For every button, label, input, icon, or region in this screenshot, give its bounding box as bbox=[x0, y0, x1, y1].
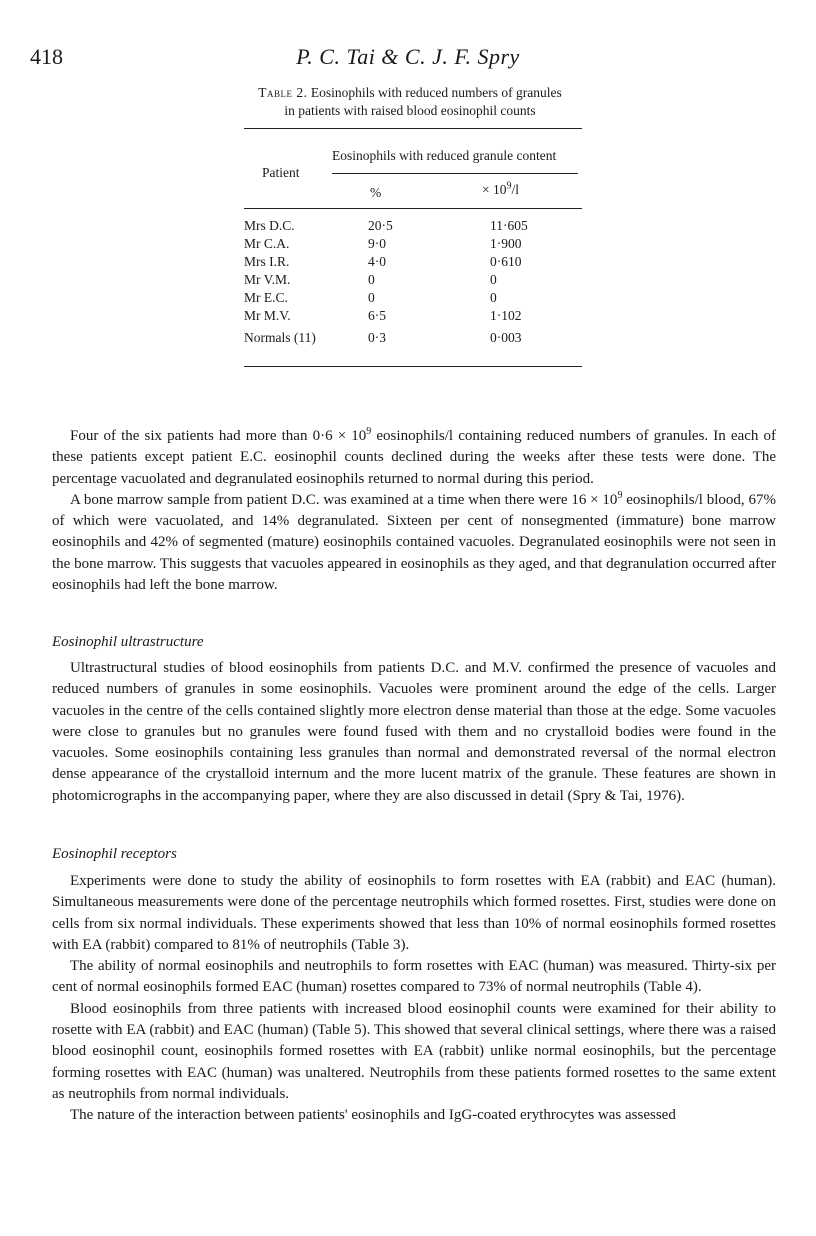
cell-absolute: 0·003 bbox=[490, 330, 522, 345]
paragraph: Blood eosinophils from three patients with increased blood eosinophil counts were examined for their ability to rosette with EA (rabbit) and EAC (human) (Table 5). This showed that several clinical settings, where there was a raised blood eosinophil count, eosinophils formed rosettes with EA (rabbit) unlike normal eosinophils, but the percentage forming rosettes with EAC (human) was unaltered. Neutrophils from these patients formed rosettes to the same extent as neutrophils from normal individuals. bbox=[52, 1000, 776, 1102]
cell-absolute: 1·102 bbox=[490, 308, 522, 323]
col-header-absolute bbox=[482, 182, 519, 198]
table-caption-label: Table 2. bbox=[258, 85, 308, 100]
cell-absolute: 1·900 bbox=[490, 236, 522, 251]
paragraph-text: eosinophils/l containing reduced numbers of granules. In each of these patients except patient E.C. eosinophil counts declined during the weeks after these tests were done. The percentage vacuolated and degranulated eosinophils returned to normal during this period. bbox=[52, 428, 776, 487]
section-heading-ultrastructure: Eosinophil ultrastructure bbox=[52, 634, 204, 650]
paragraph: Experiments were done to study the ability of eosinophils to form rosettes with EA (rabbit) and EAC (human). Simultaneous measurements were done of the percentage neutrophils which formed rosettes. First, studies were done on cells from six normal individuals. These experiments showed that less than 10% of normal eosinophils formed rosettes with EA (rabbit) compared to 81% of neutrophils (Table 3). bbox=[52, 873, 776, 953]
paragraph-exponent: 9 bbox=[617, 489, 623, 501]
col-header-absolute-unit: /l bbox=[511, 182, 520, 197]
col-header-patient: Patient bbox=[262, 165, 300, 180]
table-row bbox=[244, 272, 582, 290]
cell-patient: Mr C.A. bbox=[244, 236, 290, 251]
cell-percent: 0·3 bbox=[368, 330, 386, 345]
paragraph bbox=[52, 426, 776, 490]
col-header-group: Eosinophils with reduced granule content bbox=[332, 148, 557, 163]
table-caption-line1: Eosinophils with reduced numbers of granules bbox=[310, 85, 562, 100]
col-header-percent: % bbox=[370, 185, 382, 200]
table-caption-line2: in patients with raised blood eosinophil counts bbox=[284, 103, 536, 118]
cell-absolute: 0 bbox=[490, 272, 497, 287]
cell-patient: Mr M.V. bbox=[244, 308, 291, 323]
section-heading-receptors: Eosinophil receptors bbox=[52, 846, 177, 862]
col-header-absolute-exp: 9 bbox=[506, 180, 512, 192]
table-row bbox=[244, 308, 582, 326]
cell-patient: Mrs I.R. bbox=[244, 254, 290, 269]
paragraph: Ultrastructural studies of blood eosinophils from patients D.C. and M.V. confirmed the presence of vacuoles and reduced numbers of granules in some eosinophils. Vacuoles were prominent around the edge of the cells. Larger vacuoles in the centre of the cells contained slightly more electron dense material than those at the edge. Some vacuoles were close to granules but no granules were found fused with them and no crystalloid bodies were found in the vacuoles. Some eosinophils containing less granules than normal and demonstrated reversal of the normal electron dense appearance of the crystalloid internum and the more lucent matrix of the granule. These features are shown in photomicrographs in the accompanying paper, where they are also discussed in detail (Spry & Tai, 1976). bbox=[52, 660, 776, 804]
table-row bbox=[244, 254, 582, 272]
col-header-absolute-base: × 10 bbox=[482, 182, 507, 197]
cell-absolute: 0 bbox=[490, 290, 497, 305]
paragraph: The ability of normal eosinophils and neutrophils to form rosettes with EAC (human) was measured. Thirty-six per cent of normal eosinophils formed EAC (human) rosettes compared to 73% of normal neutrophils (Table 4). bbox=[52, 958, 776, 996]
cell-patient: Mr V.M. bbox=[244, 272, 291, 287]
page-number: 418 bbox=[30, 44, 63, 69]
paragraph bbox=[52, 490, 776, 596]
running-head: P. C. Tai & C. J. F. Spry bbox=[296, 44, 520, 69]
cell-patient: Mr E.C. bbox=[244, 290, 288, 305]
cell-patient: Mrs D.C. bbox=[244, 218, 295, 233]
cell-percent: 9·0 bbox=[368, 236, 386, 251]
cell-percent: 6·5 bbox=[368, 308, 386, 323]
receptors-paragraphs bbox=[52, 871, 776, 1127]
cell-percent: 4·0 bbox=[368, 254, 386, 269]
table-row bbox=[244, 236, 582, 254]
paragraph-exponent: 9 bbox=[366, 426, 372, 437]
table-caption bbox=[200, 84, 620, 120]
table-row bbox=[244, 290, 582, 308]
cell-absolute: 11·605 bbox=[490, 218, 528, 233]
table-row bbox=[244, 330, 582, 348]
col-group-rule bbox=[332, 173, 578, 174]
results-paragraphs bbox=[52, 426, 776, 596]
paragraph: The nature of the interaction between patients' eosinophils and IgG-coated erythrocytes was assessed bbox=[70, 1107, 676, 1124]
paragraph-text: eosinophils/l blood, 67% of which were vacuolated, and 14% degranulated. Sixteen per cent of nonsegmented (immature) bone marrow eosinophils and 42% of segmented (mature) eosinophils contained vacuoles. Degranulated eosinophils were not seen in the bone marrow. This suggests that vacuoles appeared in eosinophils as they aged, and that degranulation occurred after eosinophils had left the bone marrow. bbox=[52, 491, 776, 594]
cell-percent: 0 bbox=[368, 272, 375, 287]
table-bottom-rule bbox=[244, 366, 582, 367]
table-header-rule bbox=[244, 208, 582, 209]
cell-percent: 0 bbox=[368, 290, 375, 305]
paragraph-text: Four of the six patients had more than 0·6 × 10 bbox=[70, 428, 367, 444]
cell-patient: Normals (11) bbox=[244, 330, 316, 345]
cell-percent: 20·5 bbox=[368, 218, 393, 233]
table-row bbox=[244, 218, 582, 236]
table-top-rule bbox=[244, 128, 582, 129]
cell-absolute: 0·610 bbox=[490, 254, 522, 269]
paragraph-text: A bone marrow sample from patient D.C. was examined at a time when there were 16 × 10 bbox=[70, 491, 618, 508]
ultrastructure-paragraph bbox=[52, 658, 776, 807]
